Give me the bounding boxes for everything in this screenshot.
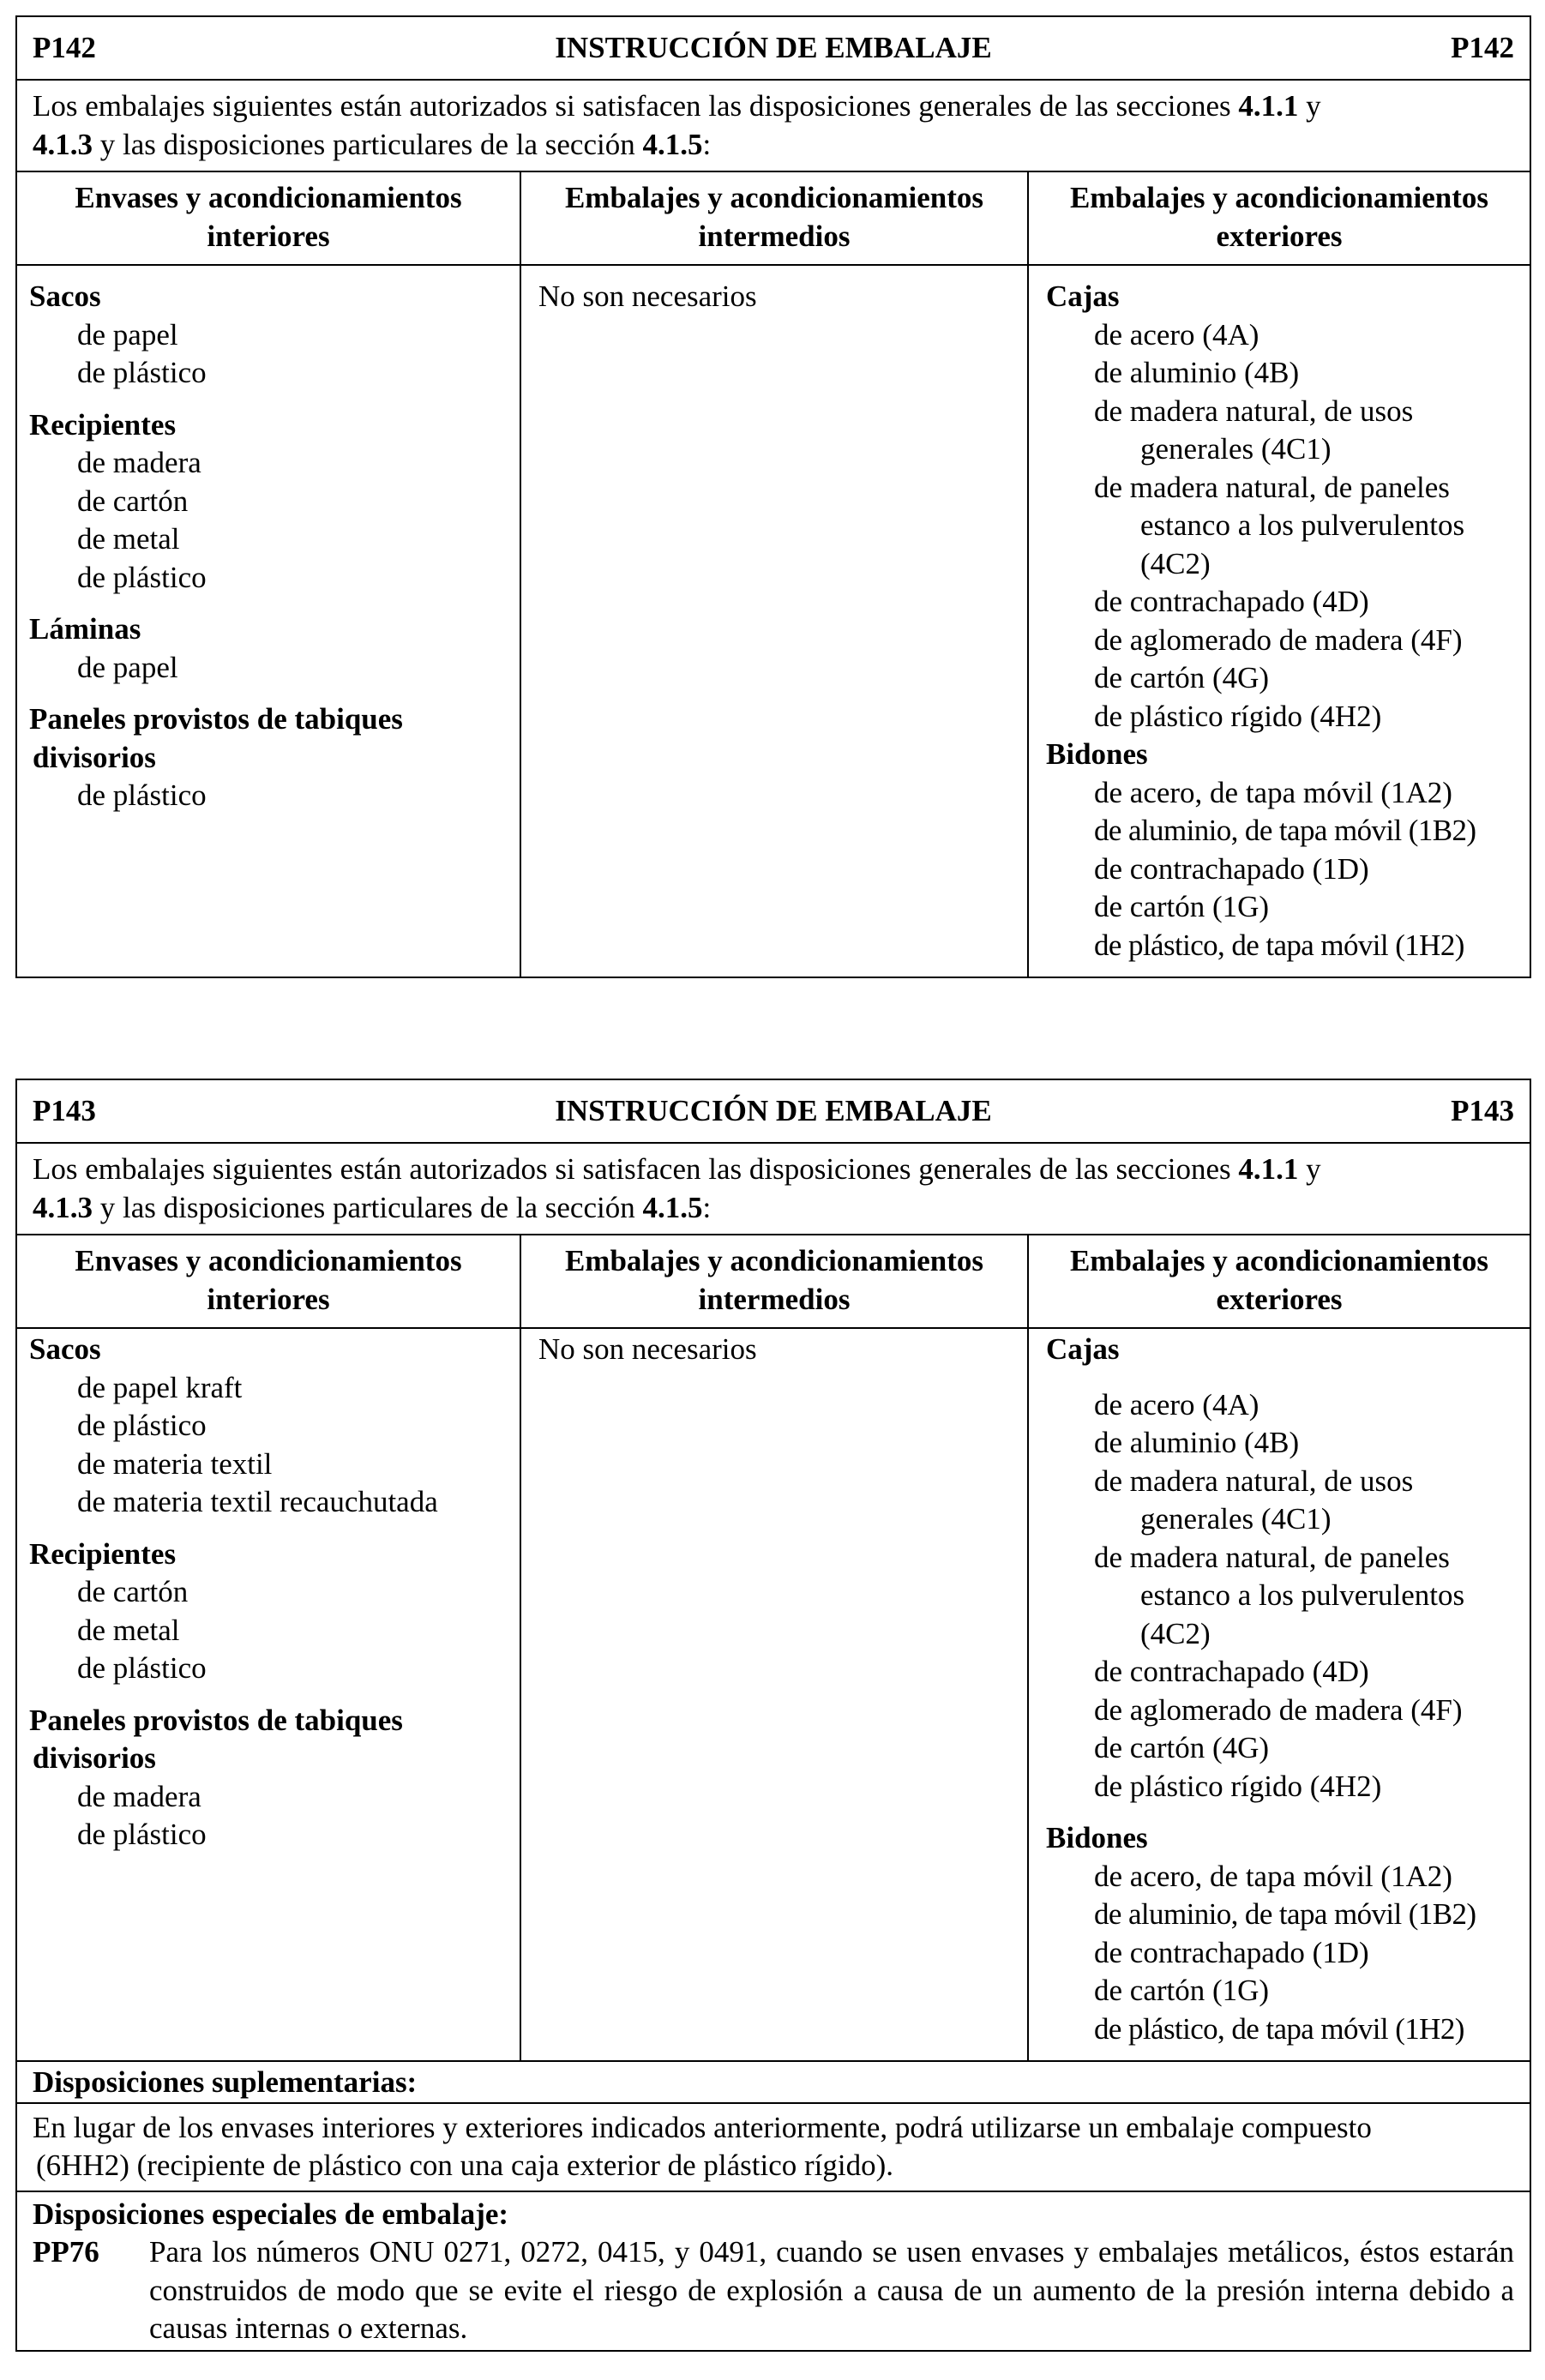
special-provision-text: Para los números ONU 0271, 0272, 0415, y 0491, cuando se usen envases y embalajes metálicos, éstos estarán construidos de modo que se evite el riesgo de explosión a causa de un aumento de la presión interna debido a causas internas o externas. — [149, 2235, 1514, 2345]
section-ref: 4.1.3 — [33, 1190, 93, 1224]
header-line: interiores — [207, 219, 330, 253]
section-ref: 4.1.5 — [642, 1190, 703, 1224]
packaging-body — [17, 1329, 1530, 2062]
packing-instruction-p143 — [15, 1079, 1531, 2352]
list-item: de plástico rígido (4H2) — [1094, 699, 1382, 733]
list-item: de aglomerado de madera (4F) — [1094, 1692, 1463, 1727]
list-item: de acero, de tapa móvil (1A2) — [1094, 1859, 1452, 1893]
header-line: intermedios — [698, 219, 851, 253]
intro-part: y — [1298, 1152, 1321, 1186]
header-line: Envases y acondicionamientos — [75, 1244, 462, 1277]
list-item: de aluminio, de tapa móvil (1B2) — [1094, 1897, 1476, 1931]
supplementary-provisions — [17, 2062, 1530, 2104]
group-heading-paneles: Paneles provistos de tabiques — [29, 1703, 403, 1737]
list-item: de materia textil recauchutada — [77, 1485, 438, 1518]
list-item: de papel kraft — [77, 1370, 243, 1404]
header-line: interiores — [207, 1282, 330, 1316]
inner-packagings — [17, 266, 521, 977]
instruction-title: INSTRUCCIÓN DE EMBALAJE — [555, 1094, 992, 1127]
intermediate-packagings — [521, 266, 1029, 977]
instruction-code-right: P143 — [1451, 1094, 1514, 1127]
group-heading-paneles-cont: divisorios — [33, 1741, 156, 1775]
header-line: exteriores — [1216, 1282, 1343, 1316]
header-line: Embalajes y acondicionamientos — [564, 1244, 984, 1277]
list-item-cont: estanco a los pulverulentos — [1140, 508, 1465, 542]
outer-packagings — [1029, 1329, 1530, 2060]
section-ref: 4.1.3 — [33, 127, 93, 161]
supplementary-text — [17, 2104, 1530, 2192]
group-heading-sacos: Sacos — [29, 279, 101, 313]
intro-text — [17, 1144, 1530, 1235]
intermediate-packagings — [521, 1329, 1029, 2060]
intermediate-text: No son necesarios — [538, 1332, 757, 1366]
intro-part: y las disposiciones particulares de la sección — [93, 1190, 643, 1224]
group-heading-recipientes: Recipientes — [29, 1536, 177, 1571]
list-item-cont: generales (4C1) — [1140, 1502, 1332, 1536]
list-item-cont: (4C2) — [1140, 1616, 1211, 1650]
special-provision-code: PP76 — [33, 2235, 99, 2269]
list-item: de plástico — [77, 356, 207, 389]
group-heading-bidones: Bidones — [1046, 1821, 1148, 1854]
section-ref: 4.1.1 — [1238, 1152, 1299, 1186]
list-item: de materia textil — [77, 1446, 273, 1481]
intro-text — [17, 81, 1530, 172]
group-heading-cajas: Cajas — [1046, 1332, 1120, 1366]
list-item: de metal — [77, 522, 180, 556]
list-item: de madera — [77, 446, 201, 479]
list-item: de plástico — [77, 560, 207, 594]
list-item: de aluminio, de tapa móvil (1B2) — [1094, 814, 1476, 847]
list-item: de aluminio (4B) — [1094, 356, 1300, 389]
group-heading-bidones: Bidones — [1046, 737, 1148, 771]
header-inner — [17, 172, 521, 264]
header-line: Embalajes y acondicionamientos — [1069, 1244, 1489, 1277]
list-item: de plástico — [77, 1818, 207, 1851]
list-item: de madera natural, de paneles — [1094, 470, 1450, 504]
group-heading-sacos: Sacos — [29, 1332, 101, 1366]
header-outer — [1029, 1235, 1530, 1327]
header-line: Embalajes y acondicionamientos — [564, 181, 984, 214]
list-item: de metal — [77, 1613, 180, 1647]
section-ref: 4.1.5 — [642, 127, 703, 161]
column-headers — [17, 1235, 1530, 1329]
list-item: de plástico — [77, 1651, 207, 1685]
supplementary-title: Disposiciones suplementarias: — [33, 2065, 418, 2099]
header-line: intermedios — [698, 1282, 851, 1316]
header-line: exteriores — [1216, 219, 1343, 253]
list-item: de cartón (1G) — [1094, 1974, 1270, 2007]
intro-part: : — [702, 1190, 712, 1224]
group-heading-cajas: Cajas — [1046, 279, 1120, 313]
group-heading-paneles-cont: divisorios — [33, 740, 156, 774]
header-outer — [1029, 172, 1530, 264]
instruction-code-left: P143 — [33, 1094, 96, 1127]
list-item: de acero (4A) — [1094, 317, 1259, 352]
list-item: de papel — [77, 650, 178, 684]
column-headers — [17, 172, 1530, 266]
list-item: de plástico — [77, 778, 207, 812]
title-row — [17, 17, 1530, 81]
intro-part: y — [1298, 89, 1321, 123]
outer-packagings — [1029, 266, 1530, 977]
intro-part: Los embalajes siguientes están autorizados si satisfacen las disposiciones generales de las secciones — [33, 89, 1239, 123]
list-item-cont: (4C2) — [1140, 546, 1211, 580]
title-row — [17, 1080, 1530, 1144]
list-item: de madera natural, de usos — [1094, 1463, 1414, 1498]
list-item: de madera — [77, 1779, 201, 1813]
list-item: de madera natural, de paneles — [1094, 1540, 1450, 1574]
intro-part: : — [702, 127, 712, 161]
list-item: de madera natural, de usos — [1094, 394, 1414, 428]
intro-part: y las disposiciones particulares de la sección — [93, 127, 643, 161]
list-item: de acero, de tapa móvil (1A2) — [1094, 775, 1452, 809]
list-item: de contrachapado (4D) — [1094, 585, 1369, 618]
list-item: de papel — [77, 317, 178, 352]
list-item: de cartón (4G) — [1094, 1731, 1270, 1764]
instruction-code-right: P142 — [1451, 31, 1514, 64]
list-item: de cartón (1G) — [1094, 890, 1270, 923]
group-heading-laminas: Láminas — [29, 612, 141, 646]
inner-packagings — [17, 1329, 521, 2060]
instruction-title: INSTRUCCIÓN DE EMBALAJE — [555, 31, 992, 64]
header-line: Envases y acondicionamientos — [75, 181, 462, 214]
list-item: de aglomerado de madera (4F) — [1094, 622, 1463, 657]
list-item: de cartón (4G) — [1094, 661, 1270, 694]
list-item-cont: generales (4C1) — [1140, 432, 1332, 466]
list-item: de contrachapado (1D) — [1094, 1935, 1369, 1969]
supplementary-line: (6HH2) (recipiente de plástico con una caja exterior de plástico rígido). — [36, 2149, 894, 2182]
list-item: de plástico, de tapa móvil (1H2) — [1094, 928, 1464, 962]
list-item: de contrachapado (4D) — [1094, 1655, 1369, 1688]
header-intermediate — [521, 172, 1029, 264]
instruction-code-left: P142 — [33, 31, 96, 64]
list-item: de plástico, de tapa móvil (1H2) — [1094, 2011, 1464, 2046]
special-provision-pp76 — [17, 2233, 1530, 2350]
list-item: de cartón — [77, 484, 189, 518]
special-provisions — [17, 2192, 1530, 2350]
intermediate-text: No son necesarios — [538, 279, 757, 313]
group-heading-paneles: Paneles provistos de tabiques — [29, 702, 403, 736]
list-item: de cartón — [77, 1575, 189, 1608]
list-item: de aluminio (4B) — [1094, 1426, 1300, 1459]
list-item: de contrachapado (1D) — [1094, 851, 1369, 886]
list-item: de acero (4A) — [1094, 1387, 1259, 1421]
group-heading-recipientes: Recipientes — [29, 407, 177, 442]
section-ref: 4.1.1 — [1238, 89, 1299, 123]
list-item: de plástico — [77, 1409, 207, 1442]
header-line: Embalajes y acondicionamientos — [1069, 181, 1489, 214]
special-provisions-title: Disposiciones especiales de embalaje: — [33, 2197, 509, 2231]
packing-instruction-p142 — [15, 15, 1531, 978]
header-intermediate — [521, 1235, 1029, 1327]
intro-part: Los embalajes siguientes están autorizados si satisfacen las disposiciones generales de las secciones — [33, 1152, 1239, 1186]
list-item: de plástico rígido (4H2) — [1094, 1769, 1382, 1803]
header-inner — [17, 1235, 521, 1327]
list-item-cont: estanco a los pulverulentos — [1140, 1578, 1465, 1612]
supplementary-line: En lugar de los envases interiores y exteriores indicados anteriormente, podrá utilizarse un embalaje compuesto — [33, 2110, 1372, 2144]
packaging-body — [17, 266, 1530, 977]
